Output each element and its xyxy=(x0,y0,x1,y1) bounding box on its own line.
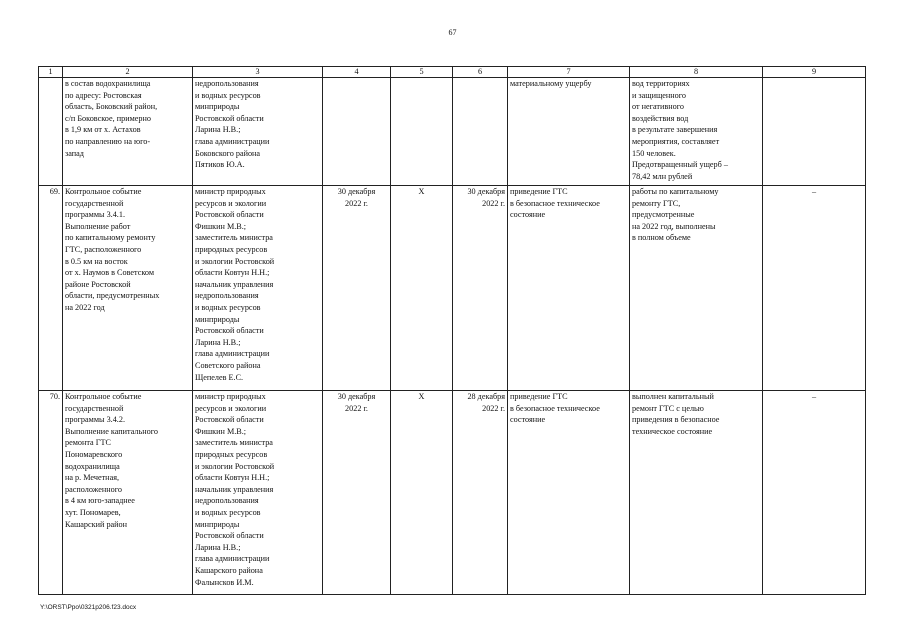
responsible-persons: министр природных ресурсов и экологии Ростовской области Фишкин М.В.; заместитель министра природных ресурсов и экологии Ростовской области Ковтун Н.Н.; начальник управления недропользования и водных ресурсов минприроды Ростовской области Ларина Н.В.; глава администрации Кашарского района Фалынсков И.М. xyxy=(193,391,323,595)
planned-date xyxy=(323,78,391,186)
row-number: 69. xyxy=(39,186,63,391)
row-number xyxy=(39,78,63,186)
planned-result: приведение ГТС в безопасное техническое состояние xyxy=(508,391,630,595)
col-header-2: 2 xyxy=(63,67,193,78)
column-number-row xyxy=(39,67,866,78)
col-header-9: 9 xyxy=(763,67,866,78)
event-name: в состав водохранилища по адресу: Ростовская область, Боковский район, с/п Боковское, примерно в 1,9 км от х. Астахов по направлению на юго- запад xyxy=(63,78,193,186)
notes: – xyxy=(763,391,866,595)
page-number: 67 xyxy=(448,28,457,37)
planned-date: 30 декабря 2022 г. xyxy=(323,186,391,391)
notes: – xyxy=(763,186,866,391)
file-path-footer: Y:\ORST\Ppo\0321p206.f23.docx xyxy=(40,604,137,611)
planned-date: 30 декабря 2022 г. xyxy=(323,391,391,595)
planned-result: приведение ГТС в безопасное техническое состояние xyxy=(508,186,630,391)
col-header-8: 8 xyxy=(630,67,763,78)
col-header-1: 1 xyxy=(39,67,63,78)
responsible-persons: недропользования и водных ресурсов минприроды Ростовской области Ларина Н.В.; глава администрации Боковского района Пятиков Ю.А. xyxy=(193,78,323,186)
col-header-7: 7 xyxy=(508,67,630,78)
report-table xyxy=(38,66,866,595)
forecast-date xyxy=(391,78,453,186)
actual-result: вод территориях и защищенного от негативного воздействия вод в результате завершения мероприятия, составляет 150 человек. Предотвращенный ущерб – 78,42 млн рублей xyxy=(630,78,763,186)
table-row xyxy=(39,391,866,595)
event-name: Контрольное событие государственной программы 3.4.2. Выполнение капитального ремонта ГТС Пономаревского водохранилища на р. Мечетная, расположенного в 4 км юго-западнее хут. Пономарев, Кашарский район xyxy=(63,391,193,595)
notes xyxy=(763,78,866,186)
actual-date: 28 декабря 2022 г. xyxy=(453,391,508,595)
table-row xyxy=(39,78,866,186)
col-header-3: 3 xyxy=(193,67,323,78)
event-name: Контрольное событие государственной программы 3.4.1. Выполнение работ по капитальному ремонту ГТС, расположенного в 0.5 км на восток от х. Наумов в Советском районе Ростовской области, предусмотренных на 2022 год xyxy=(63,186,193,391)
row-number: 70. xyxy=(39,391,63,595)
actual-date: 30 декабря 2022 г. xyxy=(453,186,508,391)
actual-result: работы по капитальному ремонту ГТС, предусмотренные на 2022 год, выполнены в полном объеме xyxy=(630,186,763,391)
actual-result: выполнен капитальный ремонт ГТС с целью приведения в безопасное техническое состояние xyxy=(630,391,763,595)
col-header-6: 6 xyxy=(453,67,508,78)
col-header-5: 5 xyxy=(391,67,453,78)
actual-date xyxy=(453,78,508,186)
forecast-date: Х xyxy=(391,186,453,391)
planned-result: материальному ущербу xyxy=(508,78,630,186)
responsible-persons: министр природных ресурсов и экологии Ростовской области Фишкин М.В.; заместитель министра природных ресурсов и экологии Ростовской области Ковтун Н.Н.; начальник управления недропользования и водных ресурсов минприроды Ростовской области Ларина Н.В.; глава администрации Советского района Щепелев Е.С. xyxy=(193,186,323,391)
forecast-date: Х xyxy=(391,391,453,595)
table-row xyxy=(39,186,866,391)
col-header-4: 4 xyxy=(323,67,391,78)
